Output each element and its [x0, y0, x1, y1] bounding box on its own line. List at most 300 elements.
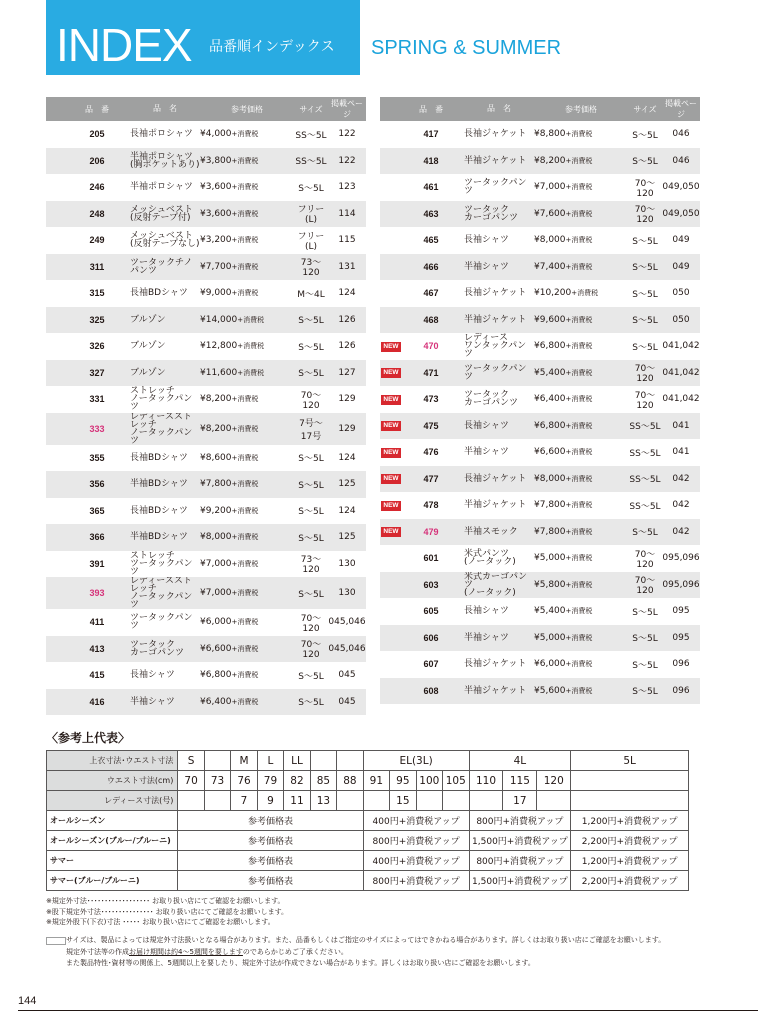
size-cell: 4L — [469, 751, 571, 771]
product-row — [46, 307, 366, 334]
new-badge: NEW — [383, 475, 399, 483]
price-value: ¥9,600 — [534, 314, 566, 325]
product-page: 042 — [672, 500, 690, 511]
product-size: 70〜120 — [634, 390, 656, 411]
product-price — [534, 307, 628, 334]
product-name: 半袖BDシャツ — [126, 524, 200, 551]
product-row — [380, 333, 700, 360]
product-name: 半袖ポロシャツ — [130, 182, 193, 193]
product-size: SS〜5L — [629, 501, 661, 512]
product-price — [534, 333, 628, 360]
product-size: S〜5L — [628, 254, 662, 281]
product-page: 124 — [338, 288, 356, 299]
product-name: ツータックパンツ — [130, 613, 193, 632]
price-tax: +消費税 — [565, 580, 593, 589]
new-cell — [46, 524, 68, 551]
product-row — [46, 551, 366, 578]
product-code: 411 — [89, 617, 105, 628]
product-row — [380, 651, 700, 678]
price-tax: +消費税 — [231, 289, 259, 298]
new-badge: NEW — [383, 422, 399, 430]
new-cell — [380, 227, 402, 254]
new-cell — [380, 519, 402, 546]
ref-price: 2,200円+消費税アップ — [571, 871, 689, 891]
ladies-cell: 11 — [284, 791, 310, 811]
product-code: 418 — [402, 148, 460, 175]
product-page: 049 — [662, 254, 700, 281]
product-price — [534, 625, 628, 652]
price-tax: +消費税 — [565, 209, 593, 218]
product-size: S〜5L — [628, 625, 662, 652]
product-code: 415 — [89, 670, 105, 681]
product-row — [46, 227, 366, 254]
product-page: 114 — [328, 201, 366, 228]
price-tax: +消費税 — [231, 453, 259, 462]
product-code: 479 — [402, 519, 460, 546]
product-price — [200, 498, 294, 525]
product-price — [200, 662, 294, 689]
product-page: 126 — [328, 307, 366, 334]
ladies-cell: 17 — [503, 791, 537, 811]
new-cell — [380, 598, 402, 625]
ref-type-label: オールシーズン — [47, 811, 178, 831]
product-price — [534, 519, 628, 546]
product-code: 246 — [89, 182, 105, 193]
new-badge: NEW — [383, 342, 399, 350]
price-value: ¥8,600 — [200, 452, 232, 463]
ref-price: 400円+消費税アップ — [363, 811, 469, 831]
product-name: ツータックパンツ — [460, 360, 534, 387]
product-page: 041,042 — [662, 341, 700, 352]
product-row — [46, 662, 366, 689]
product-code: 205 — [89, 129, 105, 140]
note-text: のであらかじめご了承ください。 — [242, 947, 348, 956]
product-row — [46, 445, 366, 472]
price-tax: +消費税 — [231, 130, 259, 139]
price-value: ¥5,800 — [534, 579, 566, 590]
price-tax: +消費税 — [231, 262, 259, 271]
waist-cell: 115 — [503, 771, 537, 791]
product-name: 長袖ジャケット — [464, 288, 527, 299]
ref-row-label: レディース寸法(号) — [47, 791, 178, 811]
product-size: 70〜120 — [300, 613, 322, 634]
product-code: 601 — [423, 553, 439, 564]
product-row — [46, 386, 366, 413]
col-size: サイズ — [294, 97, 328, 121]
new-cell — [380, 678, 402, 705]
product-size: S〜5L — [632, 660, 658, 671]
product-row — [380, 413, 700, 440]
price-tax: +消費税 — [565, 527, 593, 536]
size-cell: L — [257, 751, 283, 771]
price-value: ¥8,000 — [200, 532, 232, 543]
product-size: フリー(L) — [297, 231, 325, 252]
ref-type-label: オールシーズン(ブルー/ブルーニ) — [47, 831, 178, 851]
price-tax: +消費税 — [565, 686, 593, 695]
product-name: レディースストレッチ ノータックパンツ — [126, 413, 200, 445]
price-value: ¥7,800 — [534, 526, 566, 537]
product-name: 半袖スモック — [460, 519, 534, 546]
price-tax: +消費税 — [565, 501, 593, 510]
product-row — [380, 519, 700, 546]
product-price — [534, 545, 628, 572]
product-price — [534, 492, 628, 519]
product-name: 半袖シャツ — [460, 254, 534, 281]
product-name: ツータック カーゴパンツ — [126, 636, 200, 663]
new-cell — [46, 689, 68, 716]
page-number: 144 — [18, 995, 37, 1007]
price-tax: +消費税 — [231, 236, 259, 245]
price-tax: +消費税 — [565, 236, 593, 245]
new-cell — [46, 333, 68, 360]
product-row — [46, 577, 366, 609]
product-name: 長袖ジャケット — [464, 659, 527, 670]
price-tax: +消費税 — [565, 183, 593, 192]
product-code: 608 — [402, 678, 460, 705]
product-size: 70〜120 — [294, 636, 328, 663]
product-code: 333 — [68, 413, 126, 445]
price-value: ¥6,000 — [200, 617, 232, 628]
product-page: 123 — [338, 182, 356, 193]
new-cell — [46, 201, 68, 228]
price-value: ¥7,800 — [534, 500, 566, 511]
product-code: 603 — [402, 572, 460, 599]
product-page: 125 — [328, 524, 366, 551]
product-size: 70〜120 — [634, 178, 656, 199]
price-value: ¥6,400 — [200, 696, 232, 707]
product-row — [380, 148, 700, 175]
product-page: 126 — [338, 341, 356, 352]
size-cell: 5L — [571, 751, 689, 771]
price-tax: +消費税 — [231, 156, 259, 165]
price-tax: +消費税 — [565, 421, 593, 430]
new-cell — [380, 201, 402, 228]
product-page: 131 — [328, 254, 366, 281]
product-name: 長袖ジャケット — [460, 466, 534, 493]
price-tax: +消費税 — [231, 533, 259, 542]
footer-rule — [18, 1010, 758, 1011]
price-tax: +消費税 — [231, 183, 259, 192]
product-row — [380, 466, 700, 493]
price-value: ¥6,000 — [534, 659, 566, 670]
product-code: 605 — [423, 606, 439, 617]
waist-cell: 79 — [257, 771, 283, 791]
ref-price: 800円+消費税アップ — [469, 811, 571, 831]
col-page: 掲載ページ — [662, 97, 700, 121]
product-row — [46, 148, 366, 175]
product-page: 049 — [672, 235, 690, 246]
product-name: 長袖シャツ — [464, 606, 509, 617]
new-cell — [380, 572, 402, 599]
product-code: 365 — [89, 505, 105, 516]
product-name: 半袖ポロシャツ (胸ポケットあり) — [126, 148, 200, 175]
product-code: 461 — [423, 182, 439, 193]
product-page: 050 — [662, 307, 700, 334]
price-tax: +消費税 — [231, 424, 259, 433]
product-code: 326 — [89, 341, 105, 352]
new-cell — [46, 662, 68, 689]
product-row — [46, 360, 366, 387]
product-price — [200, 280, 294, 307]
ref-price: 参考価格表 — [178, 811, 363, 831]
col-name: 品 名 — [460, 97, 534, 121]
product-row — [380, 545, 700, 572]
price-tax: +消費税 — [231, 209, 259, 218]
product-row — [380, 572, 700, 599]
new-cell — [380, 254, 402, 281]
price-tax: +消費税 — [565, 315, 593, 324]
note-line: ※股下規定外寸法･･･････････････ お取り扱い店にてご確認をお願いします。 — [46, 907, 289, 916]
ref-type-label: サマー — [47, 851, 178, 871]
product-page: 095,096 — [662, 553, 700, 564]
product-page: 124 — [338, 452, 356, 463]
product-page: 042 — [662, 466, 700, 493]
product-code: 356 — [68, 471, 126, 498]
waist-cell: 70 — [178, 771, 204, 791]
product-price — [200, 121, 294, 148]
new-badge: NEW — [383, 369, 399, 377]
new-cell — [46, 254, 68, 281]
product-price — [200, 689, 294, 716]
product-row — [46, 524, 366, 551]
product-page: 095,096 — [662, 572, 700, 599]
ladies-cell: 9 — [257, 791, 283, 811]
price-value: ¥5,000 — [534, 632, 566, 643]
new-cell — [380, 625, 402, 652]
product-price — [534, 572, 628, 599]
price-value: ¥6,400 — [534, 394, 566, 405]
product-page: 041 — [662, 413, 700, 440]
new-cell — [380, 360, 402, 387]
product-price — [534, 201, 628, 228]
product-code: 413 — [68, 636, 126, 663]
product-price — [200, 413, 294, 445]
product-price — [534, 254, 628, 281]
season-label: SPRING & SUMMER — [371, 37, 562, 59]
product-size: SS〜5L — [295, 130, 327, 141]
product-code: 607 — [423, 659, 439, 670]
product-name: ツータックパンツ — [464, 178, 527, 197]
product-page: 122 — [328, 148, 366, 175]
col-price: 参考価格 — [200, 97, 294, 121]
note-line: ※規定外寸法･･････････････････ お取り扱い店にてご確認をお願いします。 — [46, 897, 285, 905]
product-size: S〜5L — [628, 307, 662, 334]
new-cell — [46, 498, 68, 525]
product-row — [46, 174, 366, 201]
price-value: ¥3,200 — [200, 235, 232, 246]
product-code: 327 — [68, 360, 126, 387]
new-cell — [380, 386, 402, 413]
product-size: 73〜120 — [300, 555, 322, 576]
product-price — [534, 174, 628, 201]
product-page: 125 — [328, 471, 366, 498]
product-code: 416 — [68, 689, 126, 716]
product-name: メッシュベスト (反射テープ付) — [126, 201, 200, 228]
waist-cell: 85 — [310, 771, 336, 791]
product-size: S〜5L — [294, 577, 328, 609]
product-name: 米式カーゴパンツ (ノータック) — [460, 572, 534, 599]
product-code: 478 — [423, 500, 439, 511]
product-row — [46, 609, 366, 636]
product-code: 331 — [89, 394, 105, 405]
product-size: S〜5L — [294, 689, 328, 716]
product-price — [200, 636, 294, 663]
price-tax: +消費税 — [231, 506, 259, 515]
size-cell: M — [231, 751, 257, 771]
price-tax: +消費税 — [231, 644, 259, 653]
product-page: 045 — [328, 689, 366, 716]
price-tax: +消費税 — [565, 660, 593, 669]
product-size: SS〜5L — [628, 466, 662, 493]
product-row — [46, 121, 366, 148]
product-price — [200, 148, 294, 175]
product-name: ブルゾン — [126, 360, 200, 387]
new-badge: NEW — [383, 501, 399, 509]
waist-cell: 76 — [231, 771, 257, 791]
note-line: また製品特性･資材等の関係上、5週間以上を要したり、規定外寸法が作成できない場合があります。詳しくはお取り扱い店にご確認をお願いします。 — [66, 959, 535, 967]
product-code: 470 — [423, 341, 439, 352]
price-value: ¥3,800 — [200, 155, 232, 166]
product-code: 465 — [423, 235, 439, 246]
product-page: 041 — [672, 447, 690, 458]
col-name: 品 名 — [126, 97, 200, 121]
ref-price: 1,500円+消費税アップ — [469, 871, 571, 891]
product-name: ツータック カーゴパンツ — [464, 390, 519, 409]
waist-cell: 82 — [284, 771, 310, 791]
product-page: 095 — [672, 606, 690, 617]
product-code: 315 — [89, 288, 105, 299]
new-cell — [380, 333, 402, 360]
product-code: 366 — [68, 524, 126, 551]
product-price — [200, 577, 294, 609]
product-name: 長袖BDシャツ — [130, 505, 188, 516]
product-code: 355 — [89, 452, 105, 463]
product-row — [380, 360, 700, 387]
product-row — [380, 439, 700, 466]
ref-price: 400円+消費税アップ — [363, 851, 469, 871]
price-tax: +消費税 — [231, 671, 259, 680]
product-price — [534, 651, 628, 678]
new-cell — [46, 307, 68, 334]
price-value: ¥7,700 — [200, 261, 232, 272]
product-size: S〜5L — [298, 454, 324, 465]
product-price — [200, 333, 294, 360]
product-size: 70〜120 — [628, 572, 662, 599]
product-size: S〜5L — [294, 307, 328, 334]
product-price — [200, 201, 294, 228]
product-name: ストレッチ ノータックパンツ — [130, 386, 193, 413]
price-value: ¥8,000 — [534, 235, 566, 246]
price-tax: +消費税 — [231, 589, 259, 597]
price-value: ¥5,400 — [534, 606, 566, 617]
product-name: レディースストレッチ ノータックパンツ — [126, 577, 200, 609]
product-size: SS〜5L — [294, 148, 328, 175]
product-row — [380, 254, 700, 281]
product-name: 半袖ジャケット — [464, 500, 527, 511]
product-price — [534, 439, 628, 466]
product-price — [200, 227, 294, 254]
price-tax: +消費税 — [231, 618, 259, 627]
price-tax: +消費税 — [565, 633, 593, 642]
price-value: ¥3,600 — [200, 208, 232, 219]
price-value: ¥6,800 — [534, 341, 566, 352]
product-size: 73〜120 — [294, 254, 328, 281]
product-code: 391 — [89, 558, 105, 569]
product-size: S〜5L — [628, 148, 662, 175]
new-cell — [380, 307, 402, 334]
new-cell — [46, 577, 68, 609]
product-name: ツータック カーゴパンツ — [460, 201, 534, 228]
price-value: ¥8,200 — [200, 423, 232, 434]
product-page: 095 — [662, 625, 700, 652]
price-tax: +消費税 — [565, 474, 593, 483]
product-size: S〜5L — [294, 360, 328, 387]
product-page: 045,046 — [328, 636, 366, 663]
product-code: 206 — [68, 148, 126, 175]
product-name: 長袖シャツ — [464, 235, 509, 246]
product-page: 049,050 — [662, 182, 700, 193]
col-size: サイズ — [628, 97, 662, 121]
price-value: ¥7,600 — [534, 208, 566, 219]
product-page: 050 — [672, 288, 690, 299]
product-price — [200, 609, 294, 636]
product-price — [200, 360, 294, 387]
new-cell — [46, 636, 68, 663]
product-code: 463 — [402, 201, 460, 228]
col-code: 品 番 — [402, 97, 460, 121]
price-value: ¥5,000 — [534, 553, 566, 564]
product-size: M〜4L — [297, 289, 325, 300]
product-row — [46, 471, 366, 498]
product-price — [534, 280, 628, 307]
product-name: 長袖シャツ — [460, 413, 534, 440]
price-value: ¥7,800 — [200, 479, 232, 490]
new-cell — [46, 121, 68, 148]
product-row — [380, 625, 700, 652]
ref-price: 1,200円+消費税アップ — [571, 811, 689, 831]
price-tax: +消費税 — [237, 315, 265, 324]
price-value: ¥4,000 — [200, 129, 232, 140]
product-size: 70〜120 — [628, 360, 662, 387]
price-tax: +消費税 — [565, 156, 593, 165]
product-page: 046 — [672, 129, 690, 140]
price-tax: +消費税 — [231, 395, 259, 404]
product-size: SS〜5L — [629, 448, 661, 459]
product-code: 467 — [423, 288, 439, 299]
product-size: S〜5L — [298, 183, 324, 194]
product-row — [46, 413, 366, 445]
new-cell — [46, 174, 68, 201]
size-disclaimer — [66, 935, 665, 970]
product-code: 477 — [402, 466, 460, 493]
note-box-marker — [46, 937, 66, 945]
new-cell — [380, 121, 402, 148]
product-size: 70〜120 — [634, 549, 656, 570]
new-cell — [46, 227, 68, 254]
price-tax: +消費税 — [231, 697, 259, 706]
new-cell — [46, 360, 68, 387]
product-page: 130 — [328, 577, 366, 609]
ref-row-label: 上衣寸法･ウエスト寸法 — [47, 751, 178, 771]
price-value: ¥8,200 — [200, 394, 232, 405]
new-cell — [380, 651, 402, 678]
product-row — [380, 307, 700, 334]
product-name: 半袖BDシャツ — [126, 471, 200, 498]
product-row — [46, 689, 366, 716]
new-cell — [380, 280, 402, 307]
new-badge: NEW — [383, 395, 399, 403]
product-row — [380, 492, 700, 519]
